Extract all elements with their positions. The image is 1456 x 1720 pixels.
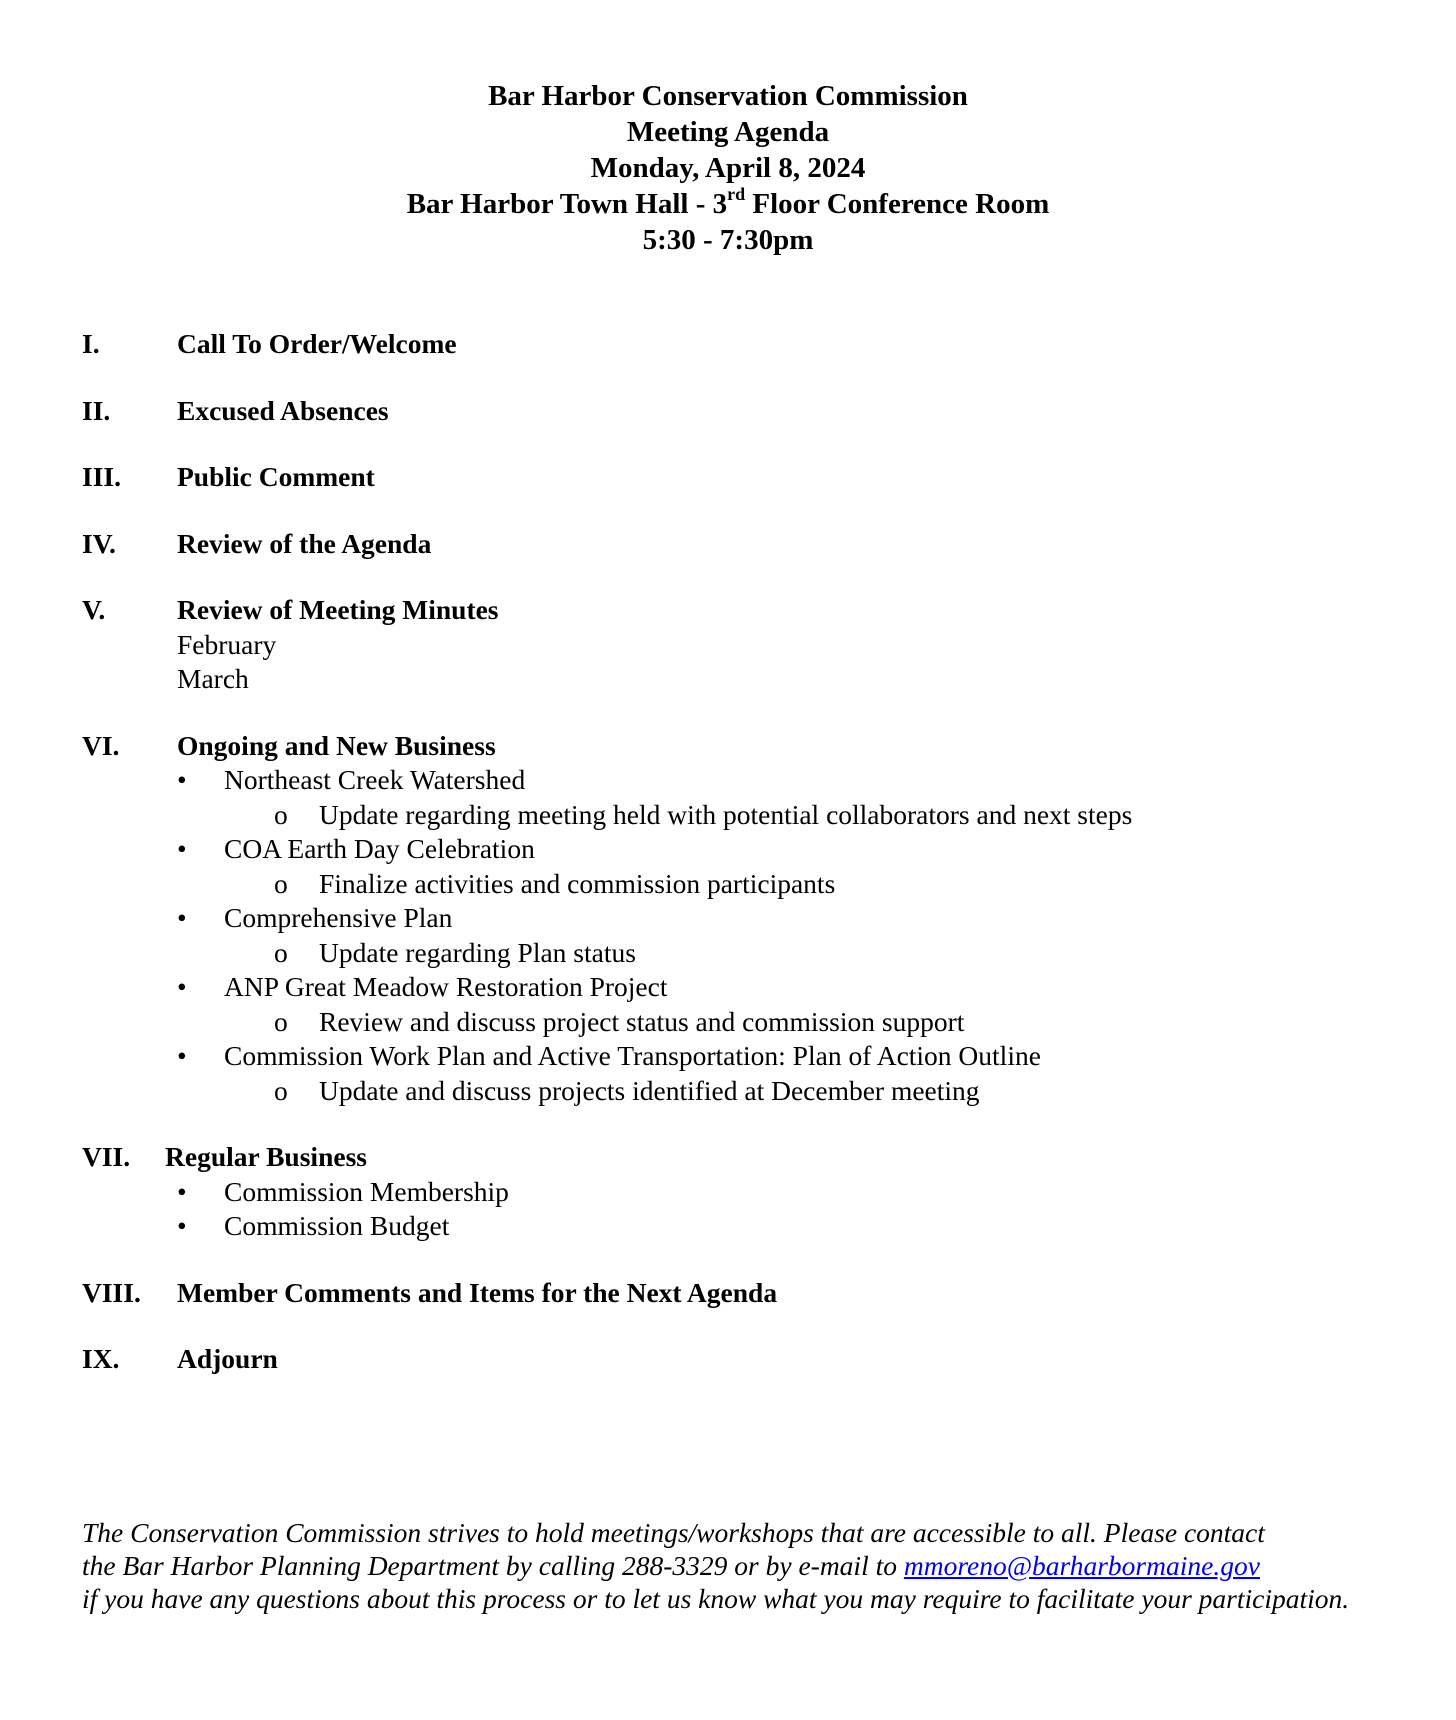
location-text: Bar Harbor Town Hall - 3 (406, 188, 728, 220)
sub-list-item (177, 1005, 1402, 1040)
document-title: Meeting Agenda (626, 116, 830, 148)
commission-name: Bar Harbor Conservation Commission (488, 80, 968, 112)
list-item (177, 763, 1402, 832)
item-title: Excused Absences (177, 394, 389, 426)
list-item (177, 832, 1402, 901)
item-title: Adjourn (177, 1343, 278, 1374)
sub-list-item (177, 936, 1402, 971)
bullet-text: Northeast Creek Watershed (224, 764, 526, 795)
ordinal-suffix: rd (727, 184, 746, 204)
item-numeral: I. (82, 328, 100, 359)
agenda-item (82, 593, 1402, 697)
list-item (177, 1209, 1402, 1244)
minutes-month: March (177, 663, 249, 694)
bullet-text: Commission Budget (224, 1210, 450, 1241)
item-title: Review of Meeting Minutes (177, 594, 499, 625)
sub-bullet-text: Update and discuss projects identified at December meeting (319, 1074, 980, 1106)
document-header (0, 78, 1456, 258)
location-text-end: Floor Conference Room (745, 188, 1050, 220)
item-numeral: II. (82, 394, 111, 426)
item-title: Regular Business (165, 1141, 367, 1172)
accessibility-notice (82, 1516, 1360, 1615)
agenda-item (82, 1140, 1402, 1244)
item-numeral: VIII. (82, 1276, 141, 1308)
sub-bullet-text: Review and discuss project status and commission support (319, 1005, 965, 1037)
bullet-text: Commission Work Plan and Active Transportation: Plan of Action Outline (224, 1040, 1041, 1071)
item-numeral: VI. (82, 729, 120, 761)
sub-bullet-text: Finalize activities and commission participants (319, 867, 836, 899)
sub-bullet-text: Update regarding meeting held with potential collaborators and next steps (319, 798, 1133, 830)
item-numeral: IX. (82, 1343, 120, 1374)
notice-text: the Bar Harbor Planning Department by calling 288-3329 or by e-mail to (82, 1550, 904, 1581)
agenda-item (82, 327, 1402, 362)
item-numeral: IV. (82, 527, 116, 559)
agenda-item (82, 1342, 1402, 1377)
item-numeral: VII. (82, 1141, 131, 1172)
item-numeral: V. (82, 594, 106, 625)
bullet-text: ANP Great Meadow Restoration Project (224, 971, 668, 1002)
meeting-date: Monday, April 8, 2024 (590, 152, 866, 184)
item-numeral: III. (82, 461, 121, 492)
notice-line: The Conservation Commission strives to hold meetings/workshops that are accessible to all. Please contact (82, 1517, 1265, 1548)
bullet-text: Commission Membership (224, 1175, 509, 1207)
agenda-item (82, 527, 1402, 562)
list-item (177, 970, 1402, 1039)
email-link[interactable]: mmoreno@barharbormaine.gov (903, 1550, 1260, 1581)
sub-list-item (177, 1074, 1402, 1109)
sub-bullet-text: Update regarding Plan status (319, 936, 636, 968)
agenda-list (82, 327, 1402, 1409)
bullet-text: Comprehensive Plan (224, 902, 453, 933)
bullet-text: COA Earth Day Celebration (224, 833, 535, 864)
agenda-item (82, 1276, 1402, 1311)
regular-business-list (177, 1175, 1402, 1244)
sub-list-item (177, 798, 1402, 833)
meeting-time: 5:30 - 7:30pm (642, 224, 814, 256)
agenda-item (82, 460, 1402, 495)
agenda-item (82, 394, 1402, 429)
item-title: Review of the Agenda (177, 527, 432, 559)
minutes-month: February (177, 628, 277, 660)
item-title: Ongoing and New Business (177, 729, 496, 761)
sub-list-item (177, 867, 1402, 902)
notice-text-rest: if you have any questions about this process or to let us know what you may require to facilitate your participation. (82, 1583, 1350, 1614)
list-item (177, 1175, 1402, 1210)
item-title: Member Comments and Items for the Next Agenda (177, 1276, 778, 1308)
list-item (177, 901, 1402, 970)
business-list (177, 763, 1402, 1108)
agenda-item (82, 729, 1402, 1109)
list-item (177, 1039, 1402, 1108)
item-title: Call To Order/Welcome (177, 328, 457, 359)
item-title: Public Comment (177, 461, 375, 492)
notice-line (82, 1549, 1360, 1582)
meeting-location (0, 186, 1456, 222)
